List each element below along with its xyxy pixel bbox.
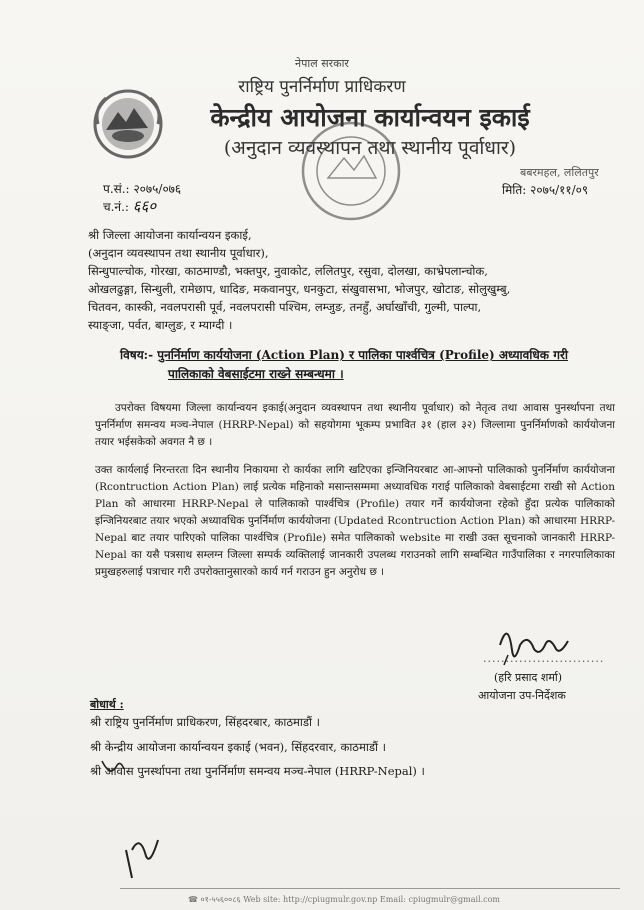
- addressee-line: सिन्धुपाल्चोक, गोरखा, काठमाण्डौ, भक्तपुर, नुवाकोट, ललितपुर, रसुवा, दोलखा, काभ्रेपलान्चोक,: [88, 264, 488, 278]
- date-value: २०७५/११/०९: [530, 183, 589, 197]
- subject-label: विषय:-: [120, 348, 154, 362]
- authority-heading: राष्ट्रिय पुनर्निर्माण प्राधिकरण: [238, 77, 406, 97]
- body-paragraph-1: उपरोक्त विषयमा जिल्ला कार्यान्वयन इकाई(अनुदान व्यवस्थापन तथा स्थानीय पूर्वाधार) को नेतृत्व तथा आवास पुनर्स्थापना तथा पुनर्निर्माण समन्वय मञ्च-नेपाल (HRRP-Nepal) को सहयोगमा भूकम्प प्रभावित ३१ (हाल ३२) जिल्लामा पुनर्निर्माणको कार्ययोजना तयार भईसकेको अवगत नै छ ।: [95, 402, 615, 448]
- subject-block: [120, 346, 640, 384]
- ps-value: २०७५/०७६: [133, 182, 182, 196]
- footer-divider: [120, 888, 620, 889]
- addressee-line: स्याङ्जा, पर्वत, बाग्लुङ, र म्याग्दी ।: [88, 318, 233, 332]
- unit-heading: केन्द्रीय आयोजना कार्यान्वयन इकाई: [210, 103, 530, 132]
- cc-item: श्री केन्द्रीय आयोजना कार्यान्वयन इकाई (भवन), सिंहदरवार, काठमाडौं ।: [90, 740, 386, 754]
- signatory-title: आयोजना उप-निर्देशक: [478, 689, 566, 702]
- cc-item: श्री आवास पुनर्स्थापना तथा पुनर्निर्माण समन्वय मञ्च-नेपाल (HRRP-Nepal) ।: [90, 764, 425, 778]
- subject-text-line1: पुनर्निर्माण कार्ययोजना (Action Plan) र पालिका पार्श्वचित्र (Profile) अध्यावधिक गरी: [157, 348, 568, 362]
- signatory-name: (हरि प्रसाद शर्मा): [494, 671, 563, 684]
- office-location: बबरमहल, ललितपुर: [520, 166, 599, 179]
- handwritten-signature-icon: [490, 615, 610, 675]
- ps-label: प.सं.:: [103, 182, 130, 196]
- subunit-heading: (अनुदान व्यवस्थापन तथा स्थानीय पूर्वाधार): [223, 137, 517, 159]
- addressee-line: चितवन, कास्की, नवलपरासी पूर्व, नवलपरासी पश्चिम, लम्जुङ, तनहुँ, अर्घाखाँची, गुल्मी, पाल्पा,: [88, 300, 482, 314]
- addressee-block: [88, 226, 588, 334]
- addressee-line: (अनुदान व्यवस्थापन तथा स्थानीय पूर्वाधार),: [88, 246, 269, 260]
- ps-number: [103, 180, 181, 197]
- letter-date: [502, 181, 588, 198]
- cn-number: [103, 196, 156, 216]
- addressee-line: श्री जिल्ला आयोजना कार्यान्वयन इकाई,: [88, 228, 252, 242]
- office-stamp-icon: [298, 118, 404, 224]
- cn-label: च.नं.:: [103, 200, 129, 214]
- cc-heading: बोधार्थ :: [90, 698, 124, 711]
- handwritten-initial-icon: [118, 830, 178, 885]
- date-label: मिति:: [502, 183, 527, 197]
- handwritten-mark-icon: [100, 755, 140, 777]
- body-paragraph-2: उक्त कार्यलाई निरन्तरता दिन स्थानीय निकायमा रो कार्यका लागि खटिएका इन्जिनियरबाट आ-आफ्नो पालिकाको पुनर्निर्माण कार्ययोजना (Rcontruction Action Plan) लाई प्रत्येक महिनाको मसान्तसम्ममा अध्यावधिक गराई पालिकाको वेबसाईटमा राखी सो Action Plan को आधारमा HRRP-Nepal ले पालिकाको पार्श्वचित्र (Profile) तयार गर्ने कार्ययोजना रहेको हुँदा प्रत्येक पालिकाको इन्जिनियरबाट तयार भएको अध्यावधिक पुनर्निर्माण कार्ययोजना (Updated Rcontruction Action Plan) को आधारमा HRRP-Nepal बाट तयार पारिएको पालिका पार्श्वचित्र (Profile) समेत पालिकाको website मा राखी उक्त सूचनाको जानकारी HRRP-Nepal का यसै पत्रसाथ सम्लग्न जिल्ला सम्पर्क व्यक्तिलाई जानकारी उपलब्ध गराउनको लागि सम्बन्धित गाउँपालिका र नगरपालिकाका प्रमुखहरुलाई पत्राचार गरी उपरोक्तानुसारको कार्य गर्न गराउन हुन अनुरोध छ ।: [95, 464, 615, 578]
- gov-heading: नेपाल सरकार: [295, 57, 349, 70]
- footer-contact: ☎ ०१-५५६००८६ Web site: http://cpiugmulr.gov.np Email: cpiugmulr@gmail.com: [188, 895, 501, 904]
- subject-text-line2: पालिकाको वेबसाईटमा राख्ने सम्बन्धमा ।: [168, 367, 344, 381]
- signature-line: ...........................: [483, 652, 605, 665]
- cn-value: ६६०: [132, 197, 157, 215]
- cc-item: श्री राष्ट्रिय पुनर्निर्माण प्राधिकरण, सिंहदरबार, काठमाडौं ।: [90, 715, 321, 729]
- addressee-line: ओखलढुङ्गा, सिन्धुली, रामेछाप, धादिङ, मकवानपुर, धनकुटा, संखुवासभा, भोजपुर, खोटाङ, सोलुखुम्बु,: [88, 282, 511, 296]
